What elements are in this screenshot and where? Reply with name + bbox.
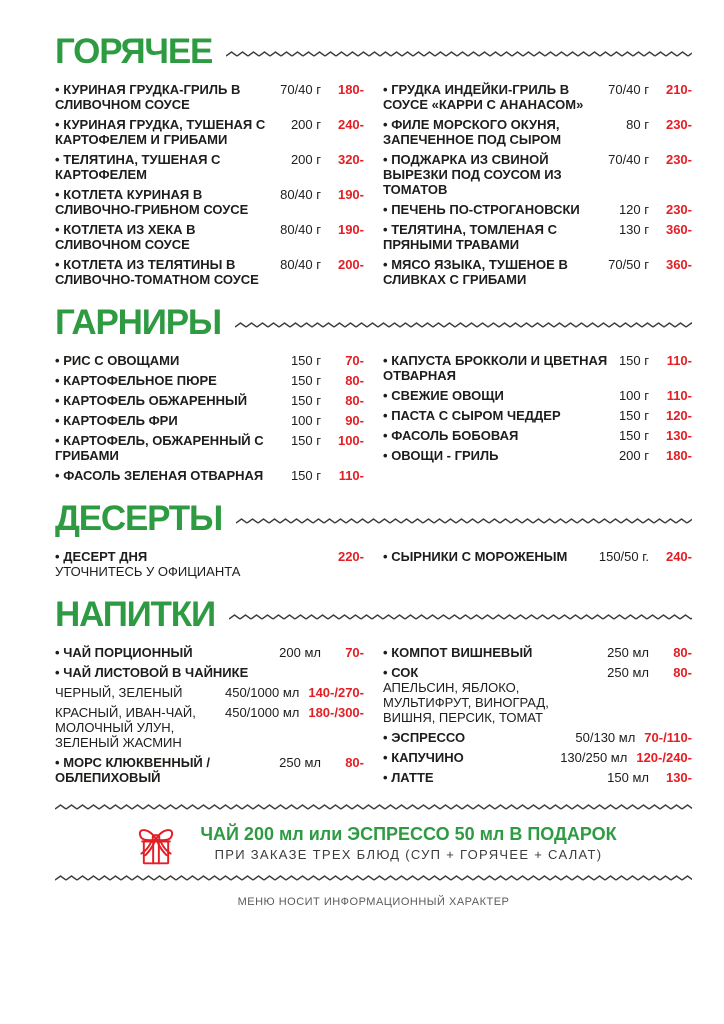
item-price: 130- [665,770,692,785]
item-name-text: КАПУЧИНО [391,750,464,765]
item-name-text: ЛАТТЕ [391,770,434,785]
menu-column [55,353,364,488]
item-name-text: ТЕЛЯТИНА, ТОМЛЕНАЯ С ПРЯНЫМИ ТРАВАМИ [383,222,558,252]
item-price: 90- [345,413,364,428]
item-price: 240- [337,117,364,132]
item-weight: 100 г [618,388,649,403]
bullet-icon: • [383,645,388,660]
menu-column [55,82,364,292]
item-price: 180- [665,448,692,463]
item-price: 80- [345,373,364,388]
item-name [383,408,611,423]
item-name-text: КОТЛЕТА ИЗ ТЕЛЯТИНЫ В СЛИВОЧНО-ТОМАТНОМ СОУСЕ [55,257,259,287]
item-name-text: ФАСОЛЬ БОБОВАЯ [391,428,519,443]
item-price: 230- [665,202,692,217]
item-name [383,388,611,403]
menu-column [383,353,692,488]
menu-item [383,750,692,765]
menu-item [383,645,692,660]
item-name [55,549,321,564]
bullet-icon: • [55,665,60,680]
item-price: 120-/240- [636,750,692,765]
bullet-icon: • [383,82,388,97]
item-price: 80- [345,393,364,408]
item-price: 120- [665,408,692,423]
bullet-icon: • [55,433,60,448]
zigzag-divider [236,517,692,525]
item-weight: 150 г [618,408,649,423]
item-name [383,222,611,252]
menu-item [55,645,364,660]
item-weight: 150 г [290,393,321,408]
item-weight: 70/40 г [608,82,649,97]
menu-item [55,665,364,680]
item-name-text: ФАСОЛЬ ЗЕЛЕНАЯ ОТВАРНАЯ [63,468,264,483]
menu-item [55,549,364,579]
menu-item [383,549,692,564]
banner-title: ЧАЙ 200 мл или ЭСПРЕССО 50 мл В ПОДАРОК [200,824,617,844]
item-price: 180-/300- [308,705,364,720]
menu-sections [55,34,692,790]
bullet-icon: • [383,665,388,680]
item-name-text: МОРС КЛЮКВЕННЫЙ / ОБЛЕПИХОВЫЙ [55,755,211,785]
item-name-text: МЯСО ЯЗЫКА, ТУШЕНОЕ В СЛИВКАХ С ГРИБАМИ [383,257,568,287]
item-name [383,645,599,660]
promo-banner [55,803,692,882]
item-weight: 450/1000 мл [224,685,300,700]
item-weight: 80/40 г [280,257,321,272]
item-weight: 450/1000 мл [224,705,300,720]
section-title: ГАРНИРЫ [55,303,221,342]
item-name [383,353,611,383]
item-name-text: КАРТОФЕЛЬНОЕ ПЮРЕ [63,373,217,388]
bullet-icon: • [383,152,388,167]
item-price: 80- [673,645,692,660]
menu-column [383,645,692,790]
menu-item [55,82,364,112]
item-weight: 80/40 г [280,222,321,237]
item-name [383,730,567,745]
item-name [55,433,283,463]
item-name-text: ТЕЛЯТИНА, ТУШЕНАЯ С КАРТОФЕЛЕМ [55,152,221,182]
bullet-icon: • [383,770,388,785]
menu-item [383,448,692,463]
item-name-text: КАРТОФЕЛЬ ОБЖАРЕННЫЙ [63,393,248,408]
bullet-icon: • [383,117,388,132]
menu-item [55,187,364,217]
item-name-text: КУРИНАЯ ГРУДКА, ТУШЕНАЯ С КАРТОФЕЛЕМ И ГРИБАМИ [55,117,266,147]
menu-item [383,222,692,252]
section-hot [55,34,692,292]
menu-item [55,413,364,428]
menu-item [383,730,692,745]
item-weight: 100 г [290,413,321,428]
item-name-text: ПОДЖАРКА ИЗ СВИНОЙ ВЫРЕЗКИ ПОД СОУСОМ ИЗ ТОМАТОВ [383,152,562,197]
item-price: 360- [665,222,692,237]
section-title: НАПИТКИ [55,595,215,634]
item-name [383,770,599,785]
item-name-text: ДЕСЕРТ ДНЯ [63,549,148,564]
item-name [55,187,272,217]
bullet-icon: • [55,755,60,770]
menu-item [383,353,692,383]
item-price: 230- [665,152,692,167]
item-weight: 200 г [618,448,649,463]
item-weight: 200 г [290,152,321,167]
bullet-icon: • [55,645,60,660]
section-header [55,501,692,536]
bullet-icon: • [383,388,388,403]
item-name [55,117,283,147]
item-weight: 70/40 г [608,152,649,167]
bullet-icon: • [55,549,60,564]
item-name [55,152,283,182]
item-name [55,755,271,785]
item-name [383,448,611,463]
menu-column [383,549,692,584]
item-name-text: КОТЛЕТА КУРИНАЯ В СЛИВОЧНО-ГРИБНОМ СОУСЕ [55,187,249,217]
section-header [55,305,692,340]
zigzag-divider [226,50,692,58]
item-name-text: ОВОЩИ - ГРИЛЬ [391,448,499,463]
item-weight: 50/130 мл [575,730,636,745]
item-name-text: КОМПОТ ВИШНЕВЫЙ [391,645,533,660]
item-name [383,152,600,197]
item-name [383,257,600,287]
item-name [55,705,217,750]
section-columns [55,549,692,584]
bullet-icon: • [383,428,388,443]
bullet-icon: • [55,82,60,97]
item-weight: 130 г [618,222,649,237]
bullet-icon: • [383,730,388,745]
menu-column [55,549,364,584]
item-price: 240- [665,549,692,564]
item-name [383,82,600,112]
item-name [383,117,618,147]
item-weight: 150 г [290,353,321,368]
item-name-text: ПАСТА С СЫРОМ ЧЕДДЕР [391,408,561,423]
item-name [55,685,217,700]
item-name-text: КАПУСТА БРОККОЛИ И ЦВЕТНАЯ ОТВАРНАЯ [383,353,608,383]
item-weight: 250 мл [607,645,649,660]
item-name-text: ЧАЙ ПОРЦИОННЫЙ [63,645,193,660]
menu-item [55,353,364,368]
bullet-icon: • [383,222,388,237]
menu-item [383,82,692,112]
section-title: ГОРЯЧЕЕ [55,32,213,71]
section-columns [55,645,692,790]
item-price: 180- [337,82,364,97]
menu-item [55,257,364,287]
item-weight: 250 мл [279,755,321,770]
menu-item [55,685,364,700]
item-name [383,750,552,765]
menu-item [383,665,692,725]
menu-item [383,428,692,443]
item-name [383,665,599,680]
item-name-text: РИС С ОВОЩАМИ [63,353,180,368]
item-price: 230- [665,117,692,132]
menu-item [55,755,364,785]
item-name [55,353,283,368]
bullet-icon: • [383,549,388,564]
item-name [55,468,283,483]
item-name-text: ФИЛЕ МОРСКОГО ОКУНЯ, ЗАПЕЧЕННОЕ ПОД СЫРОМ [383,117,562,147]
item-weight: 150 г [618,353,649,368]
bullet-icon: • [383,408,388,423]
bullet-icon: • [55,353,60,368]
bullet-icon: • [383,448,388,463]
bullet-icon: • [55,152,60,167]
item-price: 80- [345,755,364,770]
section-header [55,34,692,69]
item-name [55,413,283,428]
bullet-icon: • [55,393,60,408]
item-name-text: ЧЕРНЫЙ, ЗЕЛЕНЫЙ [55,685,183,700]
item-price: 190- [337,222,364,237]
menu-item [383,770,692,785]
section-drinks [55,597,692,790]
item-name-text: СЫРНИКИ С МОРОЖЕНЫМ [391,549,568,564]
item-name-text: КРАСНЫЙ, ИВАН-ЧАЙ, МОЛОЧНЫЙ УЛУН, ЗЕЛЕНЫЙ ЖАСМИН [55,705,196,750]
item-price: 110- [666,388,692,403]
bullet-icon: • [55,117,60,132]
bullet-icon: • [55,373,60,388]
menu-item [55,373,364,388]
item-weight: 70/40 г [280,82,321,97]
item-name [55,645,271,660]
menu-item [55,705,364,750]
item-price: 200- [337,257,364,272]
item-price: 110- [666,353,692,368]
item-weight: 250 мл [607,665,649,680]
item-name-text: ПЕЧЕНЬ ПО-СТРОГАНОВСКИ [391,202,580,217]
item-name [55,665,364,680]
item-weight: 80/40 г [280,187,321,202]
item-name [55,222,272,252]
bullet-icon: • [383,257,388,272]
zigzag-divider [229,613,692,621]
item-description: УТОЧНИТЕСЬ У ОФИЦИАНТА [55,564,241,579]
item-name [55,373,283,388]
item-description: АПЕЛЬСИН, ЯБЛОКО, МУЛЬТИФРУТ, ВИНОГРАД, ВИШНЯ, ПЕРСИК, ТОМАТ [383,680,549,725]
item-name-text: ЭСПРЕССО [391,730,466,745]
menu-item [55,393,364,408]
item-weight: 70/50 г [608,257,649,272]
item-name-text: СВЕЖИЕ ОВОЩИ [391,388,504,403]
item-name-text: ГРУДКА ИНДЕЙКИ-ГРИЛЬ В СОУСЕ «КАРРИ С АНАНАСОМ» [383,82,584,112]
item-name-text: КАРТОФЕЛЬ ФРИ [63,413,178,428]
item-name-text: ЧАЙ ЛИСТОВОЙ В ЧАЙНИКЕ [63,665,249,680]
menu-item [55,468,364,483]
item-weight: 150 г [290,433,321,448]
promo-banner-row [55,811,692,874]
menu-item [383,117,692,147]
item-weight: 150 г [290,468,321,483]
menu-item [383,388,692,403]
gift-icon [130,818,182,868]
bullet-icon: • [55,222,60,237]
item-price: 70-/110- [644,730,692,745]
item-price: 360- [665,257,692,272]
bullet-icon: • [383,750,388,765]
menu-item [55,222,364,252]
bullet-icon: • [383,353,388,368]
item-weight: 200 мл [279,645,321,660]
section-sides [55,305,692,488]
item-weight: 150/50 г. [598,549,649,564]
menu-item [383,257,692,287]
item-name [55,393,283,408]
menu-item [383,202,692,217]
item-price: 190- [337,187,364,202]
banner-subtitle: ПРИ ЗАКАЗЕ ТРЕХ БЛЮД (СУП + ГОРЯЧЕЕ + САЛАТ) [214,847,603,862]
menu-item [55,152,364,182]
item-price: 320- [337,152,364,167]
item-name [55,257,272,287]
item-price: 100- [337,433,364,448]
menu-column [55,645,364,790]
item-name-text: СОК [391,665,419,680]
item-weight: 150 г [618,428,649,443]
menu-item [55,433,364,463]
item-price: 210- [665,82,692,97]
item-price: 110- [338,468,364,483]
item-weight: 150 мл [607,770,649,785]
menu-column [383,82,692,292]
zigzag-divider [235,321,692,329]
bullet-icon: • [55,468,60,483]
item-weight: 80 г [626,117,649,132]
section-header [55,597,692,632]
zigzag-divider [55,874,692,882]
item-price: 220- [337,549,364,564]
menu-item [383,408,692,423]
bullet-icon: • [55,257,60,272]
menu-item [383,152,692,197]
item-name [383,202,611,217]
item-weight: 150 г [290,373,321,388]
item-price: 130- [665,428,692,443]
item-name [383,428,611,443]
item-price: 70- [345,353,364,368]
item-name [55,82,272,112]
footer-note: МЕНЮ НОСИТ ИНФОРМАЦИОННЫЙ ХАРАКТЕР [237,896,510,908]
item-price: 80- [673,665,692,680]
bullet-icon: • [55,413,60,428]
promo-banner-text [200,823,616,863]
item-name-text: КОТЛЕТА ИЗ ХЕКА В СЛИВОЧНОМ СОУСЕ [55,222,196,252]
section-columns [55,353,692,488]
zigzag-divider [55,803,692,811]
item-name [383,549,591,564]
item-price: 140-/270- [308,685,364,700]
item-name-text: КУРИНАЯ ГРУДКА-ГРИЛЬ В СЛИВОЧНОМ СОУСЕ [55,82,241,112]
item-weight: 120 г [618,202,649,217]
section-columns [55,82,692,292]
bullet-icon: • [55,187,60,202]
item-weight: 200 г [290,117,321,132]
item-name-text: КАРТОФЕЛЬ, ОБЖАРЕННЫЙ С ГРИБАМИ [55,433,264,463]
menu-item [55,117,364,147]
section-title: ДЕСЕРТЫ [55,499,223,538]
item-price: 70- [345,645,364,660]
item-weight: 130/250 мл [560,750,628,765]
section-desserts [55,501,692,584]
bullet-icon: • [383,202,388,217]
